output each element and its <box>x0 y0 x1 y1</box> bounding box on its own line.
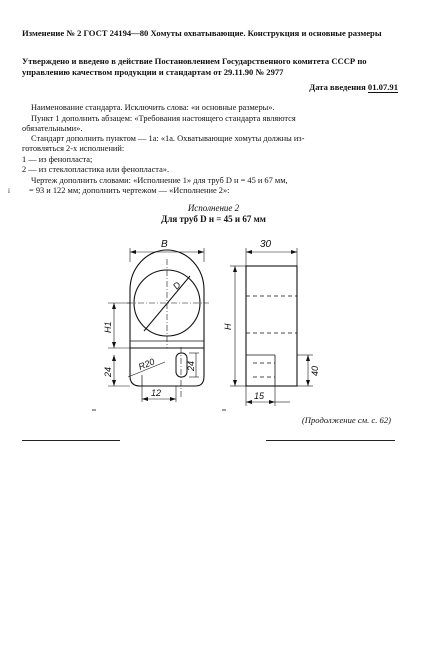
drawing-subtitle: Для труб D н = 45 и 67 мм <box>161 214 266 224</box>
paragraph-clause1a-b: готовляться 2-х исполнений: <box>22 144 125 153</box>
paragraph-clause1-b: обязательными». <box>22 124 83 133</box>
footer-rule-left <box>22 440 120 441</box>
dim-24-slot-label: 24 <box>186 360 196 371</box>
continuation-note: (Продолжение см. с. 62) <box>301 415 391 425</box>
footer-rule-right <box>266 440 395 441</box>
clamp-side-outline <box>246 266 297 386</box>
dim-24-left-label: 24 <box>103 366 113 377</box>
date-value: 01.07.91 <box>367 82 398 92</box>
dim-30-label: 30 <box>260 239 272 250</box>
dim-15-label: 15 <box>254 391 265 401</box>
paragraph-drawing-b: = 93 и 122 мм; дополнить чертежом — «Исполнение 2»: <box>29 186 230 195</box>
dim-d-label: D <box>170 279 183 292</box>
list-item-phenoplast: 1 — из фенопласта; <box>22 155 93 164</box>
dim-12-label: 12 <box>151 388 162 398</box>
list-item-fiberglass: 2 — из стеклопластика или фенопласта». <box>22 165 170 174</box>
date-label: Дата введения <box>309 82 366 92</box>
dim-h1-label: H1 <box>103 321 113 333</box>
dim-h-label: H <box>223 323 233 330</box>
dim-b-label: B <box>161 239 168 250</box>
drawing-title: Исполнение 2 <box>187 203 240 213</box>
paragraph-clause1a-a: Стандарт дополнить пунктом — 1а: «1а. Охватывающие хомуты должны из- <box>31 134 305 143</box>
paragraph-name-change: Наименование стандарта. Исключить слова: «и основные размеры». <box>31 103 275 112</box>
approval-text: Утверждено и введено в действие Постановлением Государственного комитета СССР по управлению качеством продукции и стандартам от 29.11.90 № 2977 <box>22 56 367 77</box>
dim-40-label: 40 <box>310 365 320 376</box>
margin-mark: i <box>8 187 10 195</box>
paragraph-drawing-a: Чертеж дополнить словами: «Исполнение 1» для труб D н = 45 и 67 мм, <box>31 176 288 185</box>
paragraph-clause1-a: Пункт 1 дополнить абзацем: «Требования настоящего стандарта являются <box>31 114 296 123</box>
change-title: Изменение № 2 ГОСТ 24194—80 Хомуты охватывающие. Конструкция и основные размеры <box>22 28 382 38</box>
dim-r20-label: R20 <box>137 356 157 372</box>
